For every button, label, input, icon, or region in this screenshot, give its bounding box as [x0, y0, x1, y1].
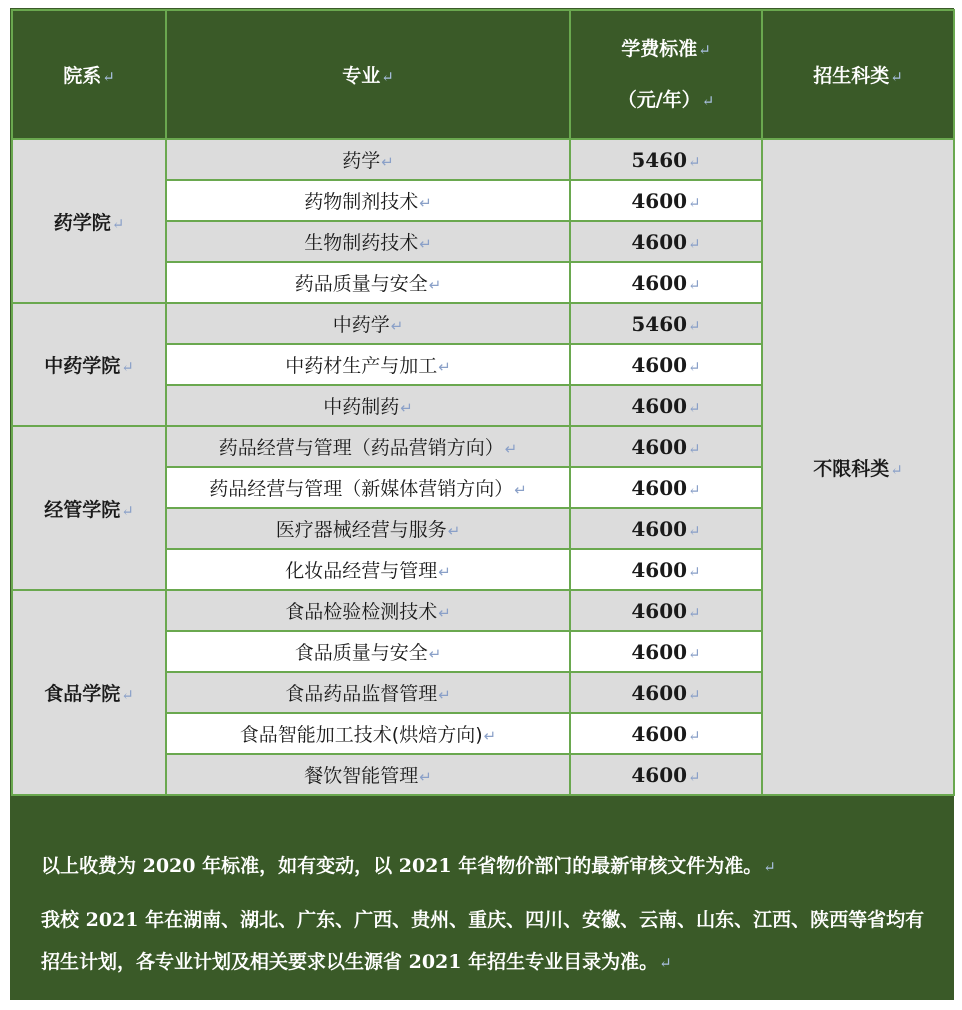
return-mark-icon: ↵: [688, 562, 701, 581]
header-college: [12, 10, 166, 139]
return-mark-icon: ↵: [890, 460, 903, 479]
major-cell: [166, 467, 570, 508]
return-mark-icon: ↵: [688, 439, 701, 458]
header-fee-label: 学费标准: [621, 37, 698, 60]
major-cell: [166, 713, 570, 754]
major-name: 餐饮智能管理: [304, 765, 419, 787]
fee-value: 4600: [631, 639, 688, 664]
college-cell: [12, 139, 166, 303]
fee-table-body: [12, 139, 954, 795]
header-fee-line2: [571, 75, 761, 126]
fee-value: 4600: [631, 680, 688, 705]
major-name: 食品药品监督管理: [285, 683, 438, 705]
return-mark-icon: ↵: [688, 603, 701, 622]
college-cell: [12, 590, 166, 795]
major-cell: [166, 221, 570, 262]
return-mark-icon: ↵: [763, 858, 776, 876]
major-name: 药物制剂技术: [304, 191, 419, 213]
major-name: 生物制药技术: [304, 232, 419, 254]
header-fee-line1: [571, 24, 761, 75]
fee-cell: [570, 262, 762, 303]
fee-value: 4600: [631, 352, 688, 377]
fee-value: 4600: [631, 762, 688, 787]
return-mark-icon: ↵: [890, 68, 903, 86]
fee-cell: [570, 385, 762, 426]
return-mark-icon: ↵: [688, 685, 701, 704]
major-name: 药学: [342, 150, 381, 172]
fee-cell: [570, 344, 762, 385]
return-mark-icon: ↵: [688, 521, 701, 540]
return-mark-icon: ↵: [688, 767, 701, 786]
fee-cell: [570, 180, 762, 221]
major-name: 食品检验检测技术: [285, 601, 438, 623]
major-name: 中药学: [332, 314, 390, 336]
college-name: 经管学院: [44, 498, 121, 521]
fee-value: 4600: [631, 598, 688, 623]
college-name: 中药学院: [44, 355, 121, 377]
header-category-label: 招生科类: [813, 65, 890, 87]
table-row: [12, 139, 954, 180]
fee-cell: [570, 549, 762, 590]
major-cell: [166, 549, 570, 590]
return-mark-icon: ↵: [102, 68, 115, 86]
major-name: 中药材生产与加工: [285, 355, 438, 377]
return-mark-icon: ↵: [111, 214, 125, 233]
fee-value: 4600: [631, 516, 688, 541]
fee-cell: [570, 631, 762, 672]
return-mark-icon: ↵: [688, 357, 701, 376]
fee-value: 4600: [631, 270, 688, 295]
header-fee: [570, 10, 762, 139]
fee-value: 4600: [631, 721, 688, 746]
return-mark-icon: ↵: [390, 317, 404, 335]
return-mark-icon: ↵: [688, 316, 701, 335]
return-mark-icon: ↵: [381, 68, 394, 86]
fee-table-container: [10, 8, 954, 1000]
return-mark-icon: ↵: [688, 398, 701, 417]
major-name: 食品智能加工技术(烘焙方向): [239, 724, 483, 746]
fee-value: 5460: [631, 311, 688, 336]
major-cell: [166, 508, 570, 549]
return-mark-icon: ↵: [121, 686, 134, 704]
header-major: [166, 10, 570, 139]
fee-cell: [570, 467, 762, 508]
return-mark-icon: ↵: [688, 234, 701, 253]
major-name: 药品质量与安全: [294, 273, 428, 295]
fee-value: 4600: [631, 434, 688, 459]
return-mark-icon: ↵: [381, 153, 394, 171]
return-mark-icon: ↵: [438, 563, 451, 581]
return-mark-icon: ↵: [483, 727, 497, 745]
return-mark-icon: ↵: [428, 276, 442, 294]
footer-note1-text: 以上收费为 2020 年标准，如有变动，以 2021 年省物价部门的最新审核文件为准。: [41, 855, 763, 877]
return-mark-icon: ↵: [419, 768, 432, 786]
fee-value: 5460: [631, 147, 688, 172]
major-name: 医疗器械经营与服务: [275, 519, 447, 541]
major-cell: [166, 180, 570, 221]
return-mark-icon: ↵: [514, 481, 527, 499]
fee-cell: [570, 426, 762, 467]
major-cell: [166, 139, 570, 180]
major-cell: [166, 426, 570, 467]
return-mark-icon: ↵: [688, 726, 701, 745]
return-mark-icon: ↵: [121, 501, 134, 520]
header-college-label: 院系: [63, 65, 102, 87]
header-major-label: 专业: [342, 65, 381, 87]
return-mark-icon: ↵: [447, 522, 461, 540]
return-mark-icon: ↵: [121, 358, 134, 376]
major-name: 中药制药: [323, 396, 400, 418]
fee-cell: [570, 713, 762, 754]
fee-table: [11, 9, 955, 796]
fee-value: 4600: [631, 557, 688, 582]
major-name: 化妆品经营与管理: [285, 560, 438, 582]
fee-value: 4600: [631, 475, 688, 500]
return-mark-icon: ↵: [400, 399, 413, 417]
fee-cell: [570, 221, 762, 262]
return-mark-icon: ↵: [688, 152, 701, 171]
return-mark-icon: ↵: [659, 954, 672, 972]
major-cell: [166, 303, 570, 344]
major-cell: [166, 631, 570, 672]
college-name: 药学院: [53, 211, 111, 234]
footer-note-enrollment: [41, 899, 941, 984]
major-cell: [166, 344, 570, 385]
return-mark-icon: ↵: [438, 604, 451, 622]
major-cell: [166, 385, 570, 426]
footer-notes: [10, 831, 954, 1000]
major-cell: [166, 262, 570, 303]
header-fee-unit: （元/年）: [617, 88, 701, 111]
return-mark-icon: ↵: [438, 358, 451, 376]
fee-cell: [570, 139, 762, 180]
fee-cell: [570, 508, 762, 549]
college-name: 食品学院: [44, 683, 121, 705]
fee-value: 4600: [631, 229, 688, 254]
return-mark-icon: ↵: [419, 235, 432, 253]
fee-cell: [570, 672, 762, 713]
fee-value: 4600: [631, 393, 688, 418]
return-mark-icon: ↵: [428, 645, 442, 663]
major-cell: [166, 754, 570, 795]
return-mark-icon: ↵: [419, 194, 432, 212]
header-row: [12, 10, 954, 139]
return-mark-icon: ↵: [698, 40, 711, 59]
college-cell: [12, 303, 166, 426]
major-cell: [166, 672, 570, 713]
return-mark-icon: ↵: [701, 91, 715, 110]
major-cell: [166, 590, 570, 631]
college-cell: [12, 426, 166, 590]
category-cell: [762, 139, 954, 795]
major-name: 药品经营与管理（药品营销方向）: [218, 437, 504, 459]
return-mark-icon: ↵: [688, 275, 701, 294]
return-mark-icon: ↵: [688, 193, 701, 212]
return-mark-icon: ↵: [438, 686, 451, 704]
return-mark-icon: ↵: [688, 644, 701, 663]
header-category: [762, 10, 954, 139]
fee-value: 4600: [631, 188, 688, 213]
fee-cell: [570, 590, 762, 631]
fee-cell: [570, 754, 762, 795]
return-mark-icon: ↵: [504, 440, 518, 458]
major-name: 食品质量与安全: [294, 642, 428, 664]
footer-note-fee-standard: [41, 845, 941, 888]
category-value: 不限科类: [813, 457, 890, 480]
fee-cell: [570, 303, 762, 344]
footer-note2-text: 我校 2021 年在湖南、湖北、广东、广西、贵州、重庆、四川、安徽、云南、山东、江西、陕西等省均有招生计划，各专业计划及相关要求以生源省 2021 年招生专业目录为准。: [41, 909, 925, 973]
major-name: 药品经营与管理（新媒体营销方向）: [209, 478, 514, 500]
return-mark-icon: ↵: [688, 480, 701, 499]
